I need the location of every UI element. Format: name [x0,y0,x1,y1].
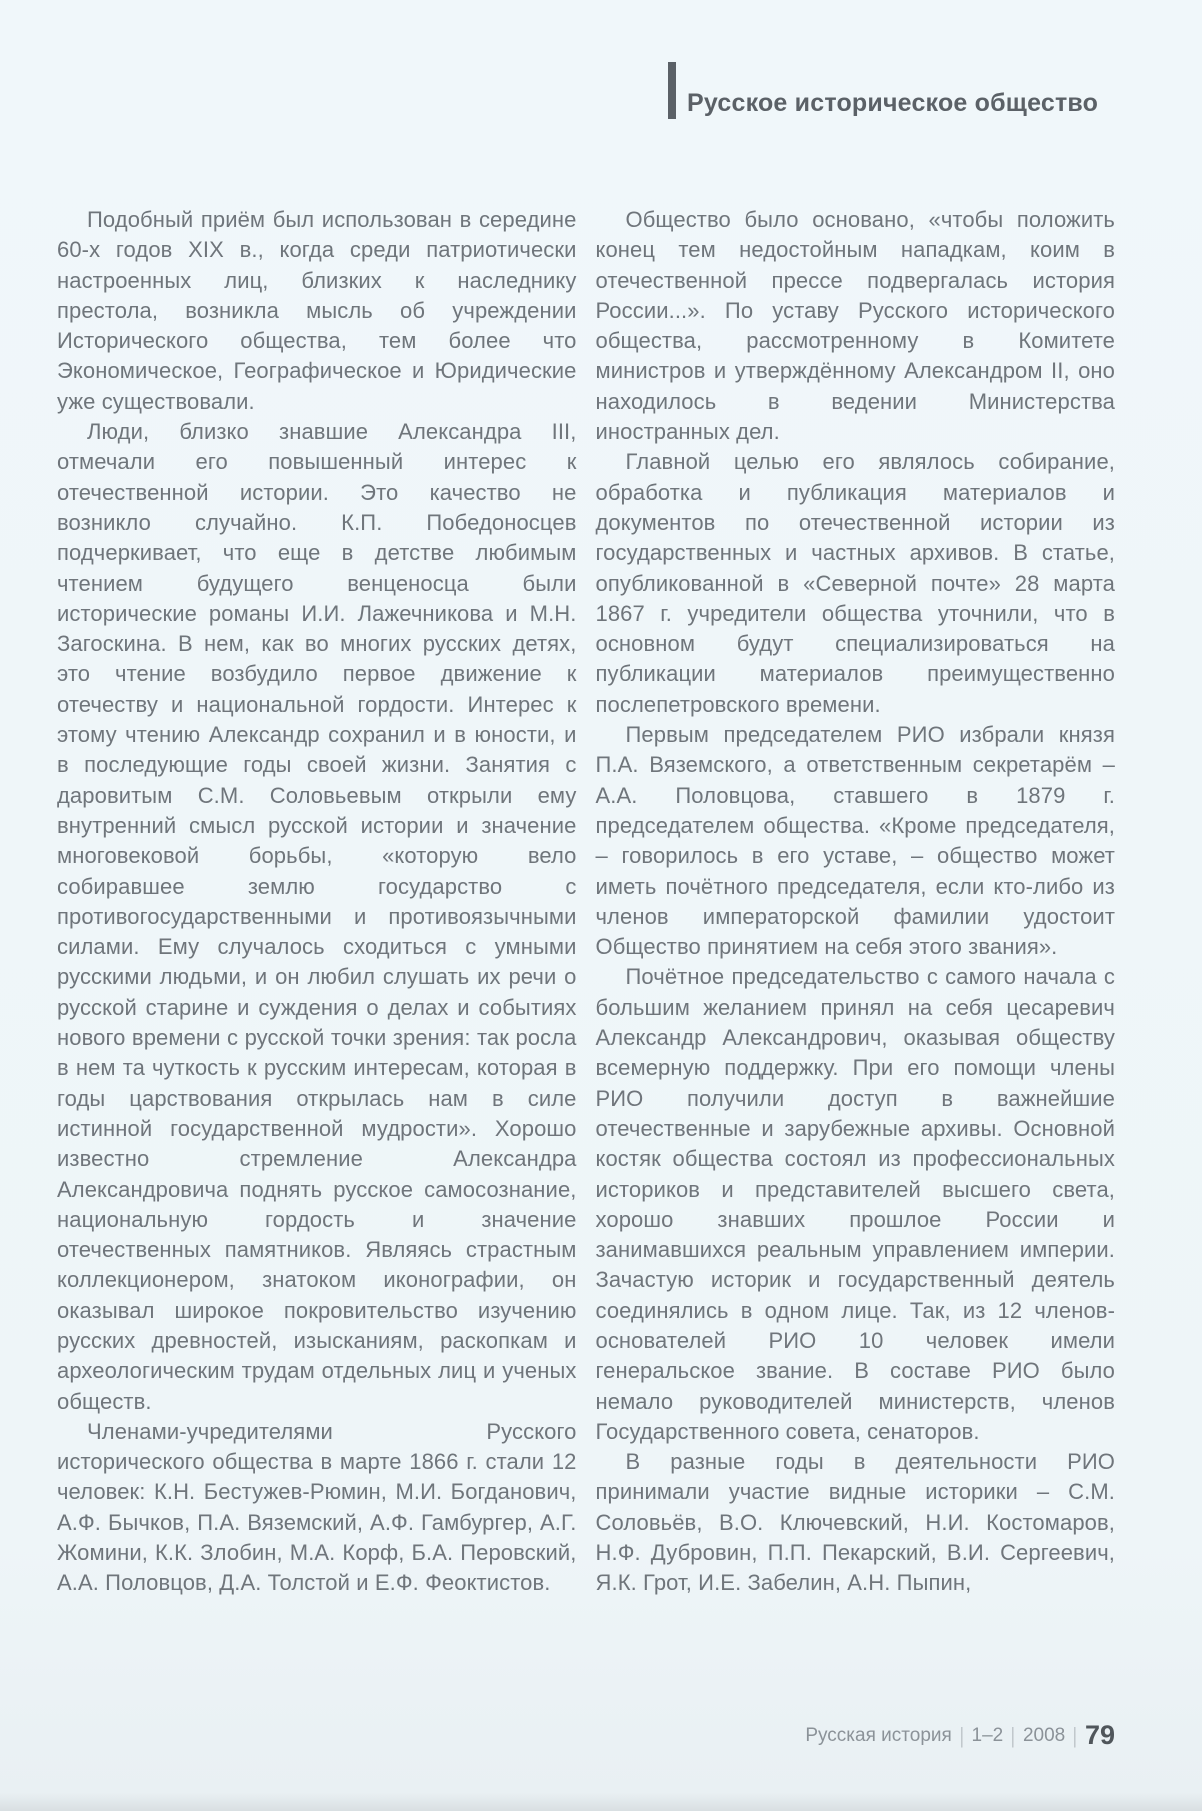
article-title: Русское историческое общество [687,89,1099,117]
left-column [57,205,577,1599]
journal-name: Русская история [805,1724,952,1746]
paragraph: Почётное председательство с самого начала с большим желанием принял на себя цесаревич Александр Александрович, оказывая обществу всемерную поддержку. При его помощи члены РИО получили доступ в важнейшие отечественные и зарубежные архивы. Основной костяк общества состоял из профессиональных историков и представителей высшего света, хорошо знавших прошлое России и занимавшихся реальным управлением империи. Зачастую историк и государственный деятель соединялись в одном лице. Так, из 12 членов-основателей РИО 10 человек имели генеральское звание. В составе РИО было немало руководителей министерств, членов Государственного совета, сенаторов. [595,964,1115,1444]
footer-separator: | [1073,1722,1077,1748]
paragraph: Общество было основано, «чтобы положить конец тем недостойным нападкам, коим в отечественной прессе подвергалась история России...». По уставу Русского исторического общества, рассмотренному в Комитете министров и утверждённому Александром II, оно находилось в ведении Министерства иностранных дел. [595,207,1115,445]
publication-year: 2008 [1022,1724,1066,1746]
paragraph: Главной целью его являлось собирание, обработка и публикация материалов и документов по отечественной истории из государственных и частных архивов. В статье, опубликованной в «Северной почте» 28 марта 1867 г. учредители общества уточнили, что в основном будут специализироваться на публикации материалов преимущественно послепетровского времени. [595,449,1115,717]
footer-separator: | [959,1722,964,1748]
footer-separator: | [1011,1722,1015,1748]
paragraph: Подобный приём был использован в середине 60-х годов XIX в., когда среди патриотически настроенных лиц, близких к наследнику престола, возникла мысль об учреждении Исторического общества, тем более что Экономическое, Географическое и Юридические уже существовали. [57,207,577,414]
paragraph: Люди, близко знавшие Александра III, отмечали его повышенный интерес к отечественной истории. Это качество не возникло случайно. К.П. Победоносцев подчеркивает, что еще в детстве любимым чтением будущего венценосца были исторические романы И.И. Лажечникова и М.Н. Загоскина. В нем, как во многих русских детях, это чтение возбудило первое движение к отечеству и национальной гордости. Интерес к этому чтению Александр сохранил и в юности, и в последующие годы своей жизни. Занятия с даровитым С.М. Соловьевым открыли ему внутренний смысл русской истории и значение многовековой борьбы, «которую вело собиравшее землю государство с противогосударственными и противоязычными силами. Ему случалось сходиться с умными русскими людьми, и он любил слушать их речи о русской старине и суждения о делах и событиях нового времени с русской точки зрения: так росла в нем та чуткость к русским интересам, которая в годы царствования открылась нам в силе истинной государственной мудрости». Хорошо известно стремление Александра Александровича поднять русское самосознание, национальную гордость и значение отечественных памятников. Являясь страстным коллекционером, знатоком иконографии, он оказывал широкое покровительство изучению русских древностей, изысканиям, раскопкам и археологическим трудам отдельных лиц и ученых обществ. [57,419,577,1414]
right-column [596,205,1116,1599]
paragraph: Первым председателем РИО избрали князя П.А. Вяземского, а ответственным секретарём – А.А. Половцова, ставшего в 1879 г. председателем общества. «Кроме председателя, – говорилось в его уставе, – общество может иметь почётного председателя, если кто-либо из членов императорской фамилии удостоит Общество принятием на себя этого звания». [595,722,1115,960]
issue-number: 1–2 [971,1724,1004,1746]
text-columns [57,205,1115,1599]
paragraph: Членами-учредителями Русского исторического общества в марте 1866 г. стали 12 человек: К.Н. Бестужев-Рюмин, М.И. Богданович, А.Ф. Бычков, П.А. Вяземский, А.Ф. Гамбургер, А.Г. Жомини, К.К. Злобин, М.А. Корф, Б.А. Перовский, А.А. Половцов, Д.А. Толстой и Е.Ф. Феоктистов. [57,1418,577,1596]
page-number: 79 [1084,1720,1115,1750]
page-header [668,62,1098,119]
header-accent-bar [668,62,676,119]
page-footer [805,1720,1115,1751]
paragraph: В разные годы в деятельности РИО принимали участие видные историки – С.М. Соловьёв, В.О. Ключевский, Н.И. Костомаров, Н.Ф. Дубровин, П.П. Пекарский, В.И. Сергеевич, Я.К. Грот, И.Е. Забелин, А.Н. Пыпин, [595,1449,1115,1596]
